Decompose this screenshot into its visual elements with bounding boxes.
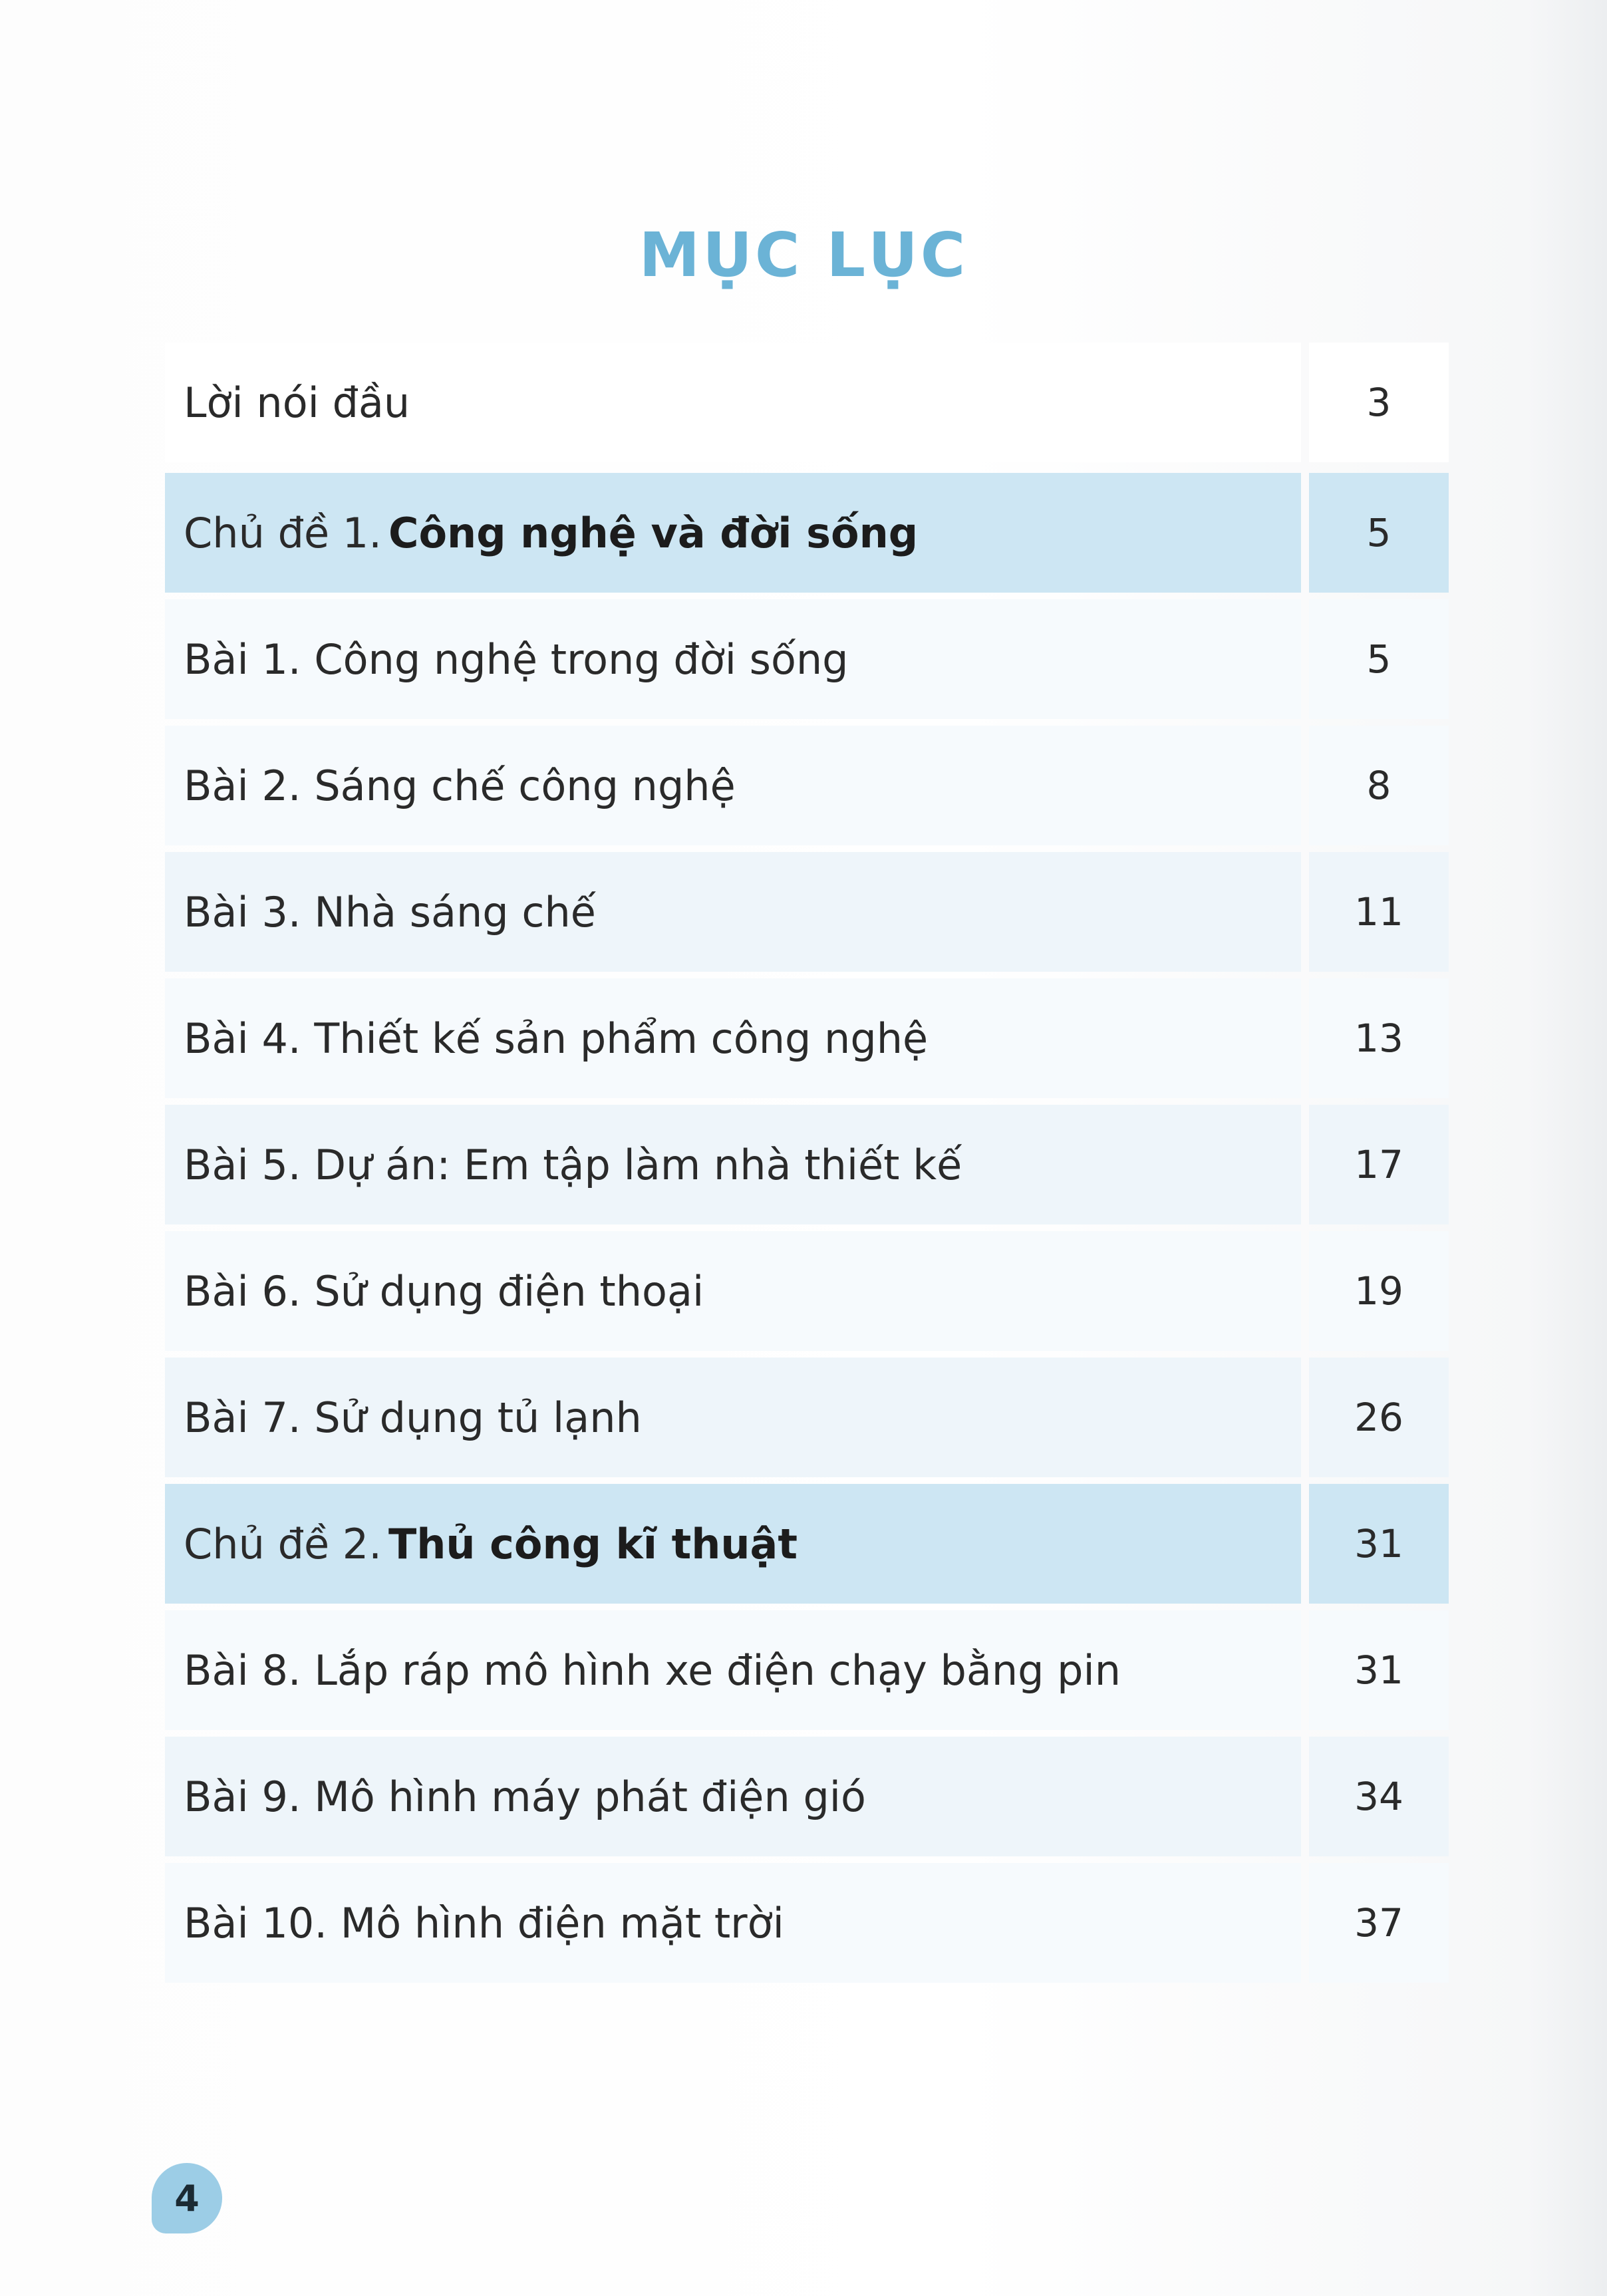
toc-entry-page: 5 bbox=[1309, 473, 1449, 593]
toc-entry-title: Bài 3. Nhà sáng chế bbox=[165, 852, 1301, 972]
toc-row-lesson-1[interactable] bbox=[165, 599, 1449, 719]
toc-entry-page: 19 bbox=[1309, 1231, 1449, 1351]
toc-entry-title: Bài 8. Lắp ráp mô hình xe điện chạy bằng pin bbox=[165, 1610, 1301, 1730]
toc-row-lesson-4[interactable] bbox=[165, 978, 1449, 1098]
toc-entry-page: 37 bbox=[1309, 1863, 1449, 1983]
toc-entry-page: 31 bbox=[1309, 1610, 1449, 1730]
toc-row-lesson-5[interactable] bbox=[165, 1105, 1449, 1224]
toc-entry-title: Bài 2. Sáng chế công nghệ bbox=[165, 726, 1301, 845]
toc-entry-page: 31 bbox=[1309, 1484, 1449, 1604]
toc-entry-title: Bài 6. Sử dụng điện thoại bbox=[165, 1231, 1301, 1351]
topic-prefix: Chủ đề 1. bbox=[184, 508, 382, 557]
toc-row-intro[interactable] bbox=[165, 343, 1449, 462]
toc-entry-title: Bài 10. Mô hình điện mặt trời bbox=[165, 1863, 1301, 1983]
toc-entry-title: Bài 7. Sử dụng tủ lạnh bbox=[165, 1358, 1301, 1477]
toc-entry-page: 8 bbox=[1309, 726, 1449, 845]
toc-entry-page: 13 bbox=[1309, 978, 1449, 1098]
toc-entry-page: 11 bbox=[1309, 852, 1449, 972]
toc-entry-title: Bài 4. Thiết kế sản phẩm công nghệ bbox=[165, 978, 1301, 1098]
toc-row-lesson-7[interactable] bbox=[165, 1358, 1449, 1477]
toc-topic-title bbox=[165, 473, 1301, 593]
toc-row-lesson-2[interactable] bbox=[165, 726, 1449, 845]
toc-entry-page: 5 bbox=[1309, 599, 1449, 719]
toc-entry-page: 26 bbox=[1309, 1358, 1449, 1477]
topic-prefix: Chủ đề 2. bbox=[184, 1519, 382, 1568]
toc-entry-page: 34 bbox=[1309, 1737, 1449, 1856]
toc-row-topic-2[interactable] bbox=[165, 1484, 1449, 1604]
toc-row-lesson-8[interactable] bbox=[165, 1610, 1449, 1730]
toc-entry-title: Bài 9. Mô hình máy phát điện gió bbox=[165, 1737, 1301, 1856]
toc-row-lesson-9[interactable] bbox=[165, 1737, 1449, 1856]
toc-entry-page: 3 bbox=[1309, 343, 1449, 462]
page-number-badge: 4 bbox=[152, 2163, 222, 2233]
page-title: MỤC LỤC bbox=[639, 219, 968, 291]
toc-row-lesson-3[interactable] bbox=[165, 852, 1449, 972]
toc-row-lesson-6[interactable] bbox=[165, 1231, 1449, 1351]
topic-name: Công nghệ và đời sống bbox=[388, 508, 919, 557]
toc-entry-page: 17 bbox=[1309, 1105, 1449, 1224]
toc-entry-title: Bài 5. Dự án: Em tập làm nhà thiết kế bbox=[165, 1105, 1301, 1224]
toc-entry-title: Bài 1. Công nghệ trong đời sống bbox=[165, 599, 1301, 719]
toc-row-lesson-10[interactable] bbox=[165, 1863, 1449, 1983]
topic-name: Thủ công kĩ thuật bbox=[388, 1519, 798, 1568]
toc-entry-title: Lời nói đầu bbox=[165, 343, 1301, 462]
toc-topic-title bbox=[165, 1484, 1301, 1604]
toc-row-topic-1[interactable] bbox=[165, 473, 1449, 593]
